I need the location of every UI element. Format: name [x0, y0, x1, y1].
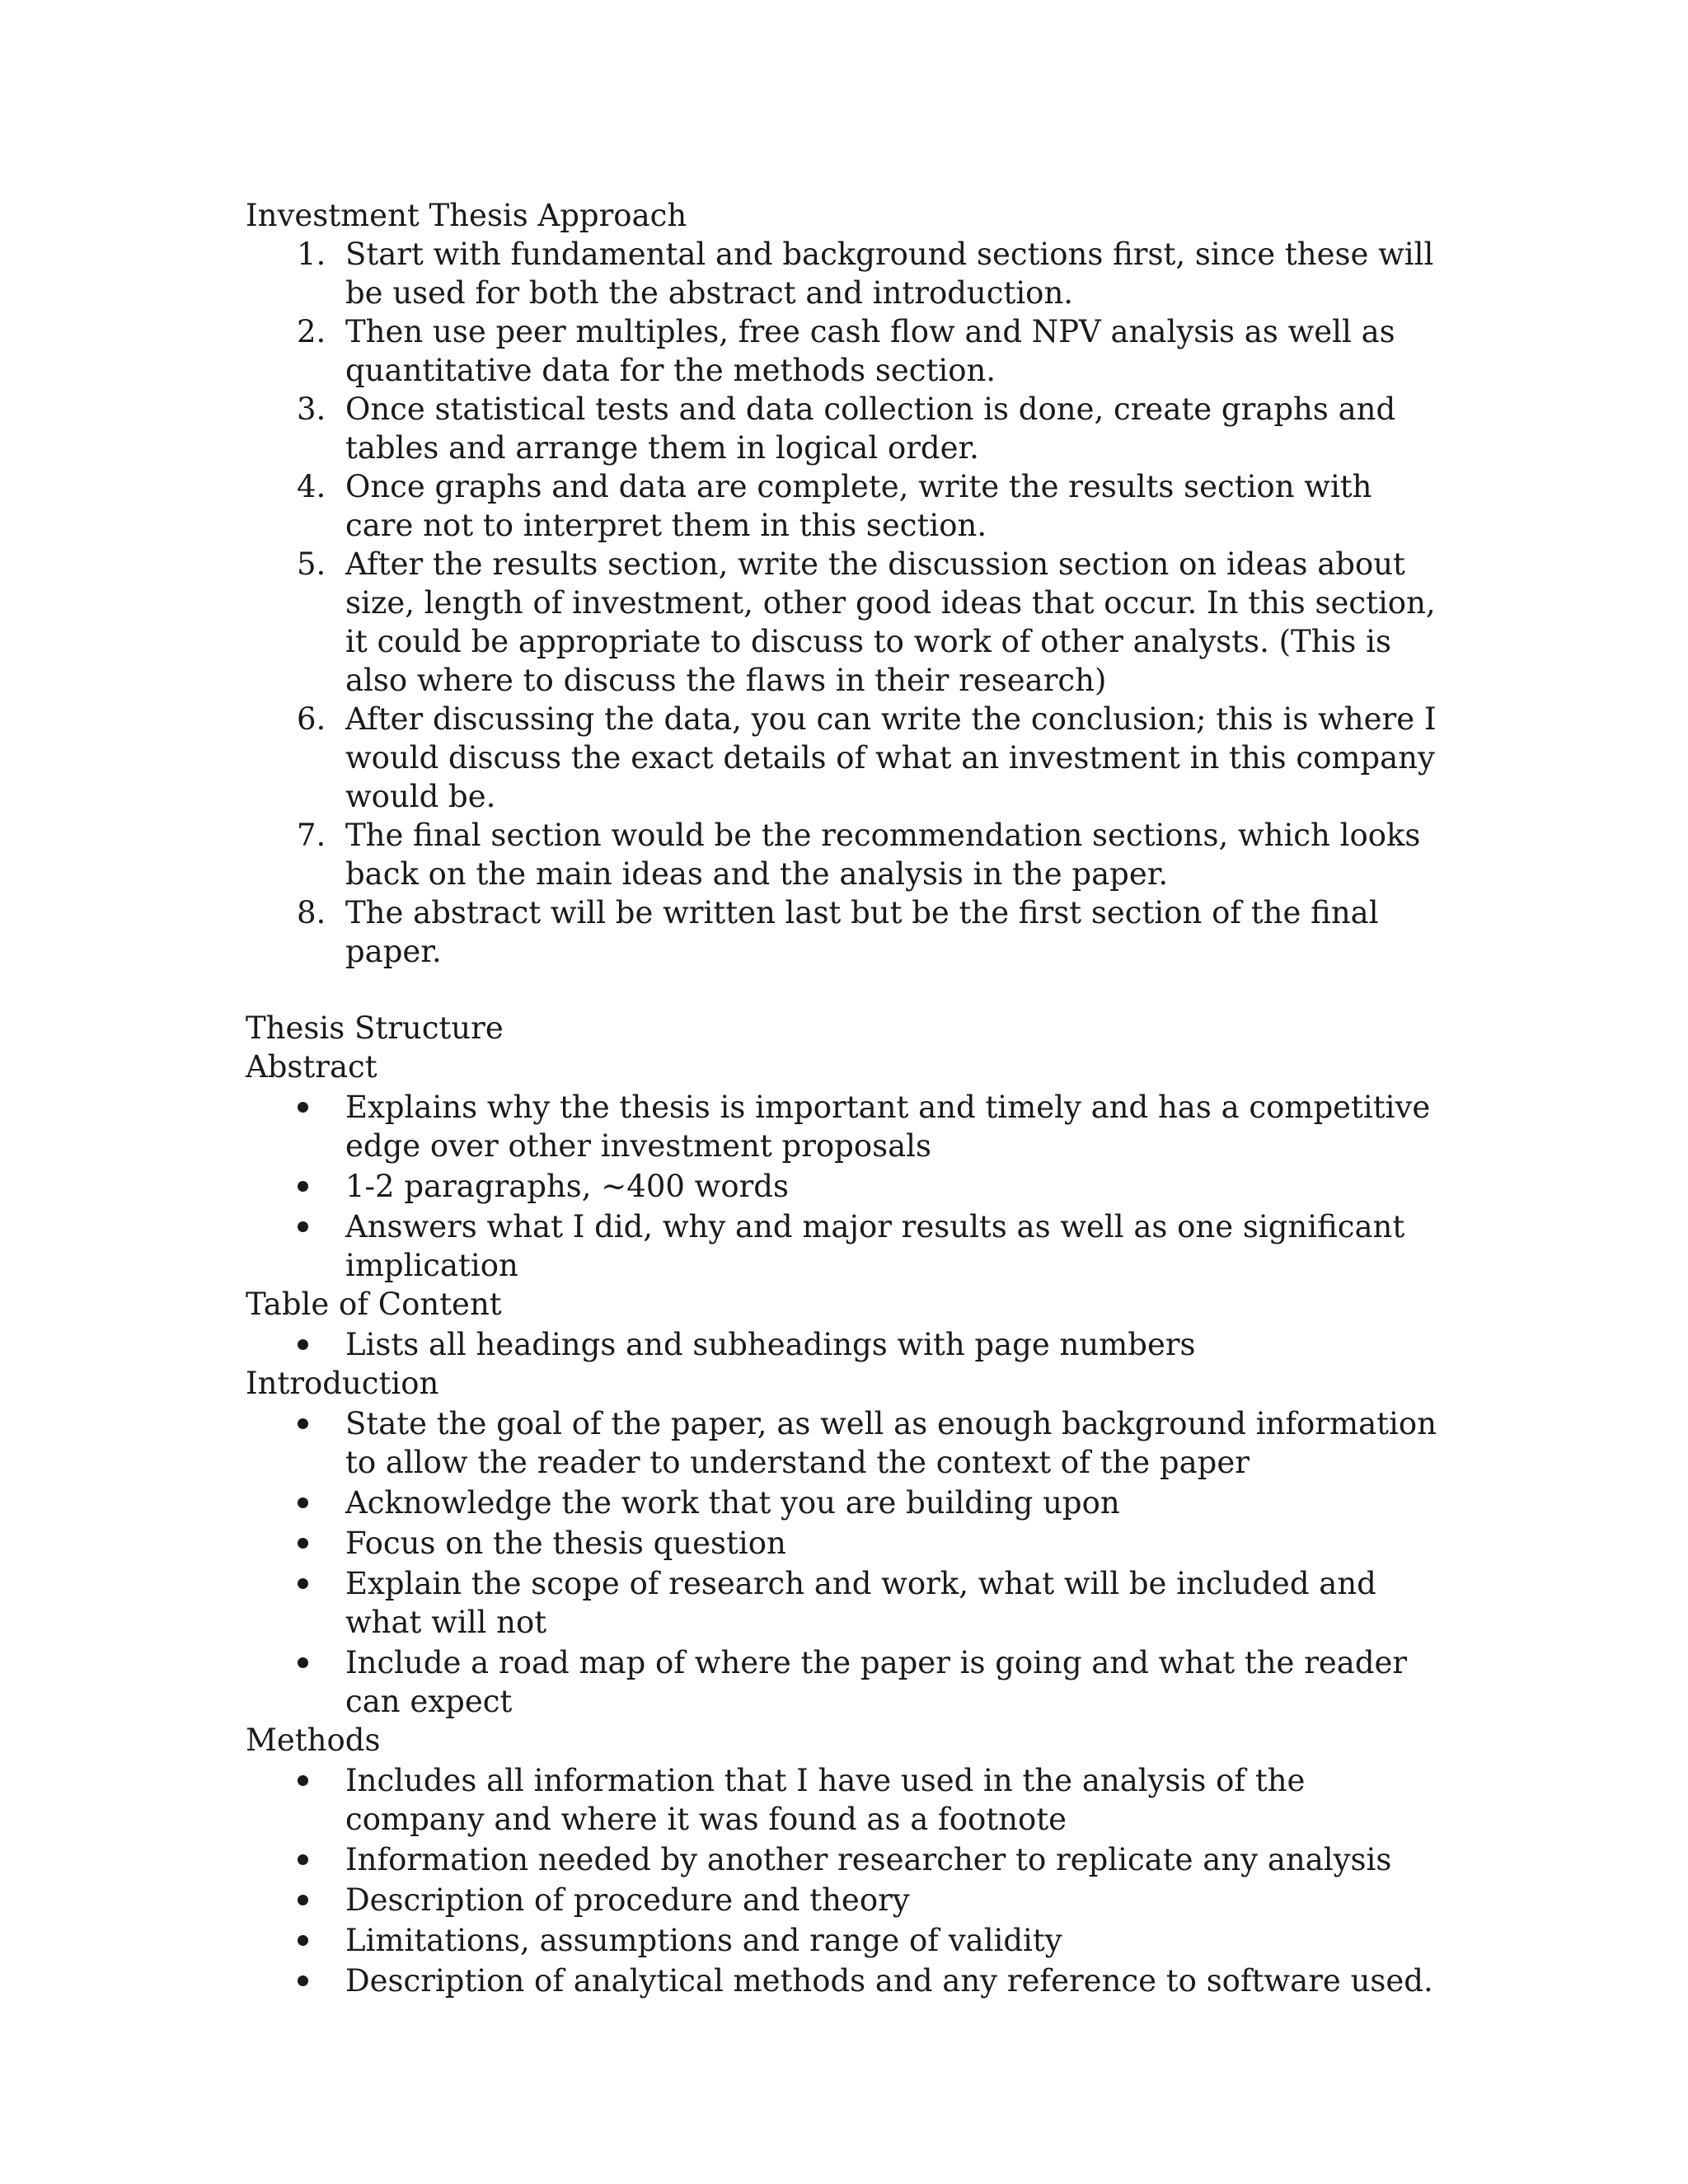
- bullet-icon: [298, 1854, 308, 1865]
- step-text: After discussing the data, you can write the conclusion; this is where I would discuss the exact details of what an investment in this company would be.: [345, 701, 1437, 814]
- step-number: 5.: [297, 546, 326, 582]
- bullet-icon: [298, 1578, 308, 1589]
- bullet-icon: [298, 1102, 308, 1113]
- introduction-bullets: [246, 1404, 1449, 1721]
- approach-title: Investment Thesis Approach: [246, 198, 687, 233]
- list-item: [246, 700, 1449, 816]
- step-text: Start with fundamental and background sections first, since these will be used for both the abstract and introduction.: [345, 237, 1434, 311]
- step-number: 1.: [297, 237, 326, 272]
- list-item: [246, 1643, 1449, 1721]
- bullet-icon: [298, 1895, 308, 1905]
- step-number: 7.: [297, 818, 326, 853]
- abstract-bullets: [246, 1088, 1449, 1285]
- list-item: [246, 467, 1449, 545]
- list-item: [246, 1921, 1449, 1960]
- step-number: 3.: [297, 391, 326, 427]
- list-item: [246, 1840, 1449, 1879]
- list-item: [246, 1404, 1449, 1482]
- bullet-icon: [298, 1497, 308, 1508]
- bullet-text: Answers what I did, why and major results as well as one significant implication: [345, 1209, 1405, 1283]
- bullet-icon: [298, 1418, 308, 1429]
- bullet-icon: [298, 1181, 308, 1192]
- bullet-text: State the goal of the paper, as well as enough background information to allow the reader to understand the context of the paper: [345, 1406, 1437, 1480]
- bullet-icon: [298, 1538, 308, 1549]
- section-heading-introduction: Introduction: [246, 1366, 439, 1401]
- step-text: The final section would be the recommendation sections, which looks back on the main ideas and the analysis in the paper.: [345, 818, 1421, 892]
- step-text: Once statistical tests and data collection is done, create graphs and tables and arrange them in logical order.: [345, 391, 1396, 466]
- bullet-text: Include a road map of where the paper is going and what the reader can expect: [345, 1645, 1408, 1719]
- bullet-icon: [298, 1657, 308, 1668]
- bullet-text: Description of procedure and theory: [345, 1882, 910, 1918]
- bullet-text: 1-2 paragraphs, ~400 words: [345, 1169, 789, 1204]
- step-number: 6.: [297, 701, 326, 737]
- bullet-icon: [298, 1221, 308, 1232]
- bullet-text: Description of analytical methods and any reference to software used.: [345, 1963, 1433, 1999]
- bullet-text: Includes all information that I have used in the analysis of the company and where it was found as a footnote: [345, 1763, 1306, 1837]
- bullet-icon: [298, 1775, 308, 1786]
- approach-steps-list: [246, 235, 1449, 971]
- bullet-icon: [298, 1975, 308, 1986]
- step-number: 8.: [297, 895, 326, 930]
- list-item: [246, 1524, 1449, 1563]
- section-spacer: [246, 971, 1449, 1009]
- list-item: [246, 1088, 1449, 1165]
- table-of-content-bullets: [246, 1325, 1449, 1364]
- list-item: [246, 1167, 1449, 1206]
- section-heading-methods: Methods: [246, 1722, 381, 1758]
- bullet-text: Explains why the thesis is important and timely and has a competitive edge over other investment proposals: [345, 1090, 1431, 1164]
- section-heading-table-of-content: Table of Content: [246, 1286, 502, 1322]
- bullet-text: Lists all headings and subheadings with page numbers: [345, 1327, 1196, 1362]
- list-item: [246, 1961, 1449, 2000]
- step-text: Once graphs and data are complete, write the results section with care not to interpret them in this section.: [345, 469, 1372, 543]
- list-item: [246, 235, 1449, 312]
- bullet-text: Limitations, assumptions and range of validity: [345, 1923, 1062, 1958]
- bullet-icon: [298, 1935, 308, 1946]
- document-page: [246, 196, 1449, 2000]
- bullet-icon: [298, 1339, 308, 1350]
- structure-title: Thesis Structure: [246, 1010, 504, 1046]
- bullet-text: Explain the scope of research and work, what will be included and what will not: [345, 1566, 1376, 1640]
- list-item: [246, 390, 1449, 467]
- section-heading-abstract: Abstract: [246, 1049, 377, 1085]
- list-item: [246, 1207, 1449, 1285]
- bullet-text: Acknowledge the work that you are building upon: [345, 1485, 1120, 1521]
- methods-bullets: [246, 1761, 1449, 2000]
- list-item: [246, 893, 1449, 971]
- list-item: [246, 1483, 1449, 1522]
- step-number: 4.: [297, 469, 326, 504]
- list-item: [246, 1881, 1449, 1919]
- list-item: [246, 1564, 1449, 1642]
- step-number: 2.: [297, 314, 326, 349]
- step-text: The abstract will be written last but be the first section of the final paper.: [345, 895, 1379, 969]
- bullet-text: Information needed by another researcher to replicate any analysis: [345, 1842, 1392, 1877]
- step-text: After the results section, write the discussion section on ideas about size, length of investment, other good ideas that occur. In this section, it could be appropriate to discuss to work of other analysts. (This is also where to discuss the flaws in their research): [345, 546, 1436, 698]
- step-text: Then use peer multiples, free cash flow and NPV analysis as well as quantitative data for the methods section.: [345, 314, 1395, 388]
- bullet-text: Focus on the thesis question: [345, 1526, 786, 1561]
- list-item: [246, 545, 1449, 700]
- list-item: [246, 1761, 1449, 1839]
- list-item: [246, 816, 1449, 893]
- list-item: [246, 1325, 1449, 1364]
- list-item: [246, 312, 1449, 390]
